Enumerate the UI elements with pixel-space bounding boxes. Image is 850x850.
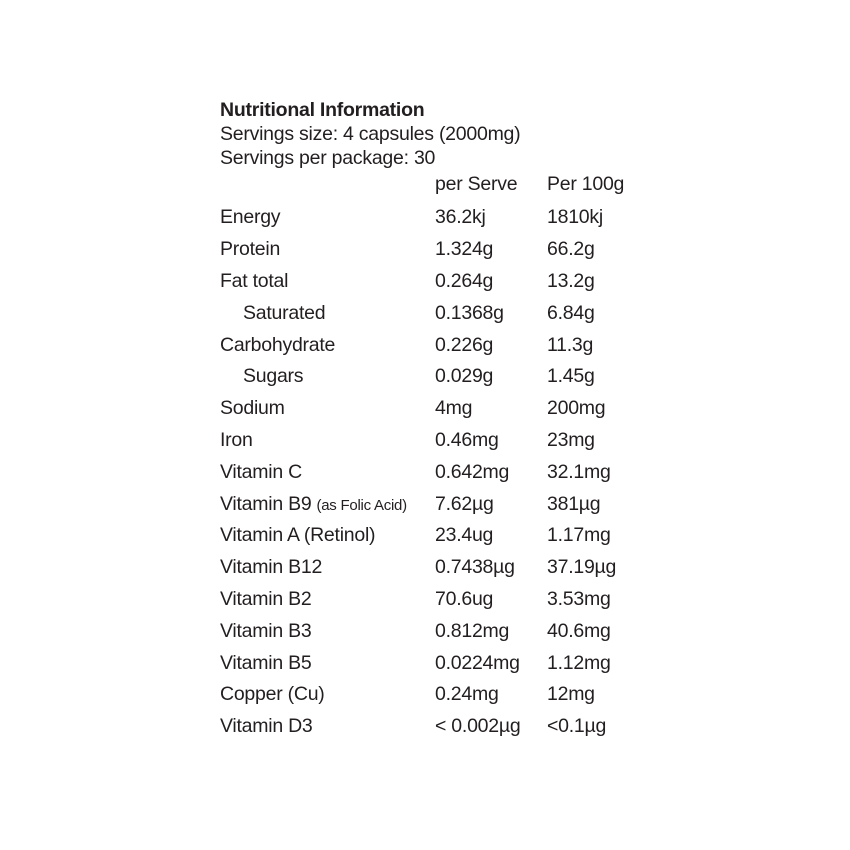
per-serve-value: 0.642mg [435, 460, 510, 483]
table-row [220, 552, 624, 584]
nutrient-name: Carbohydrate [220, 333, 336, 356]
per-100g-value: 1.12mg [547, 651, 611, 674]
nutrient-name: Vitamin B9 (as Folic Acid) [220, 492, 407, 515]
servings-per-package-line: Servings per package: 30 [220, 146, 436, 169]
per-100g-value: 37.19µg [547, 556, 617, 579]
nutrient-name: Copper (Cu) [220, 683, 325, 706]
nutrient-name: Vitamin D3 [220, 715, 313, 738]
table-row [220, 679, 624, 711]
table-row [220, 361, 624, 393]
per-100g-value: 381µg [547, 492, 601, 515]
per-100g-value: 32.1mg [547, 460, 611, 483]
per-100g-value: 200mg [547, 397, 606, 420]
nutrient-name: Fat total [220, 269, 289, 292]
per-serve-value: 23.4ug [435, 524, 494, 547]
per-100g-value: 40.6mg [547, 619, 611, 642]
per-100g-value: 23mg [547, 428, 595, 451]
nutrient-name: Sodium [220, 397, 285, 420]
nutrient-name: Vitamin B5 [220, 651, 312, 674]
table-row [220, 266, 624, 298]
per-100g-column-header: Per 100g [547, 173, 625, 196]
nutrient-name: Vitamin B12 [220, 556, 323, 579]
table-row [220, 520, 624, 552]
table-row [220, 425, 624, 457]
per-100g-value: 6.84g [547, 301, 595, 324]
nutrition-panel [220, 99, 624, 743]
nutrient-name: Vitamin A (Retinol) [220, 524, 376, 547]
nutrient-name: Saturated [243, 301, 326, 324]
nutrient-name: Vitamin B3 [220, 619, 312, 642]
per-serve-value: 0.46mg [435, 428, 499, 451]
per-serve-value: 0.7438µg [435, 556, 515, 579]
table-row [220, 234, 624, 266]
nutrient-name: Vitamin C [220, 460, 302, 483]
per-serve-value: 7.62µg [435, 492, 494, 515]
table-row [220, 202, 624, 234]
per-100g-value: <0.1µg [547, 715, 607, 738]
table-row [220, 457, 624, 489]
per-serve-value: 0.264g [435, 269, 494, 292]
column-header-spacer [220, 172, 435, 196]
nutrient-name: Iron [220, 428, 253, 451]
per-serve-value: 1.324g [435, 238, 494, 261]
table-row [220, 648, 624, 680]
table-row [220, 616, 624, 648]
per-100g-value: 1.17mg [547, 524, 611, 547]
column-header-row [220, 172, 624, 196]
per-serve-value: < 0.002µg [435, 715, 521, 738]
table-row [220, 330, 624, 362]
table-row [220, 393, 624, 425]
per-serve-column-header: per Serve [435, 173, 518, 196]
table-row [220, 298, 624, 330]
per-100g-value: 11.3g [547, 333, 594, 356]
per-100g-value: 12mg [547, 683, 595, 706]
per-serve-value: 36.2kj [435, 206, 486, 229]
nutrient-table [220, 202, 624, 743]
per-100g-value: 3.53mg [547, 587, 611, 610]
table-row [220, 711, 624, 743]
per-serve-value: 4mg [435, 397, 473, 420]
per-100g-value: 1810kj [547, 206, 603, 229]
per-serve-value: 70.6ug [435, 587, 494, 610]
nutrient-name: Protein [220, 238, 281, 261]
panel-title: Nutritional Information [220, 99, 425, 121]
per-serve-value: 0.1368g [435, 301, 504, 324]
serving-size-line: Servings size: 4 capsules (2000mg) [220, 122, 521, 145]
per-serve-value: 0.0224mg [435, 651, 520, 674]
nutrient-name: Vitamin B2 [220, 587, 312, 610]
per-100g-value: 1.45g [547, 365, 595, 388]
per-serve-value: 0.029g [435, 365, 494, 388]
nutrient-name: Sugars [243, 365, 304, 388]
nutrient-name: Energy [220, 206, 281, 229]
nutrient-note: (as Folic Acid) [316, 496, 407, 514]
table-row [220, 584, 624, 616]
per-serve-value: 0.812mg [435, 619, 510, 642]
per-serve-value: 0.226g [435, 333, 494, 356]
per-100g-value: 13.2g [547, 269, 595, 292]
per-100g-value: 66.2g [547, 238, 595, 261]
per-serve-value: 0.24mg [435, 683, 499, 706]
table-row [220, 489, 624, 521]
